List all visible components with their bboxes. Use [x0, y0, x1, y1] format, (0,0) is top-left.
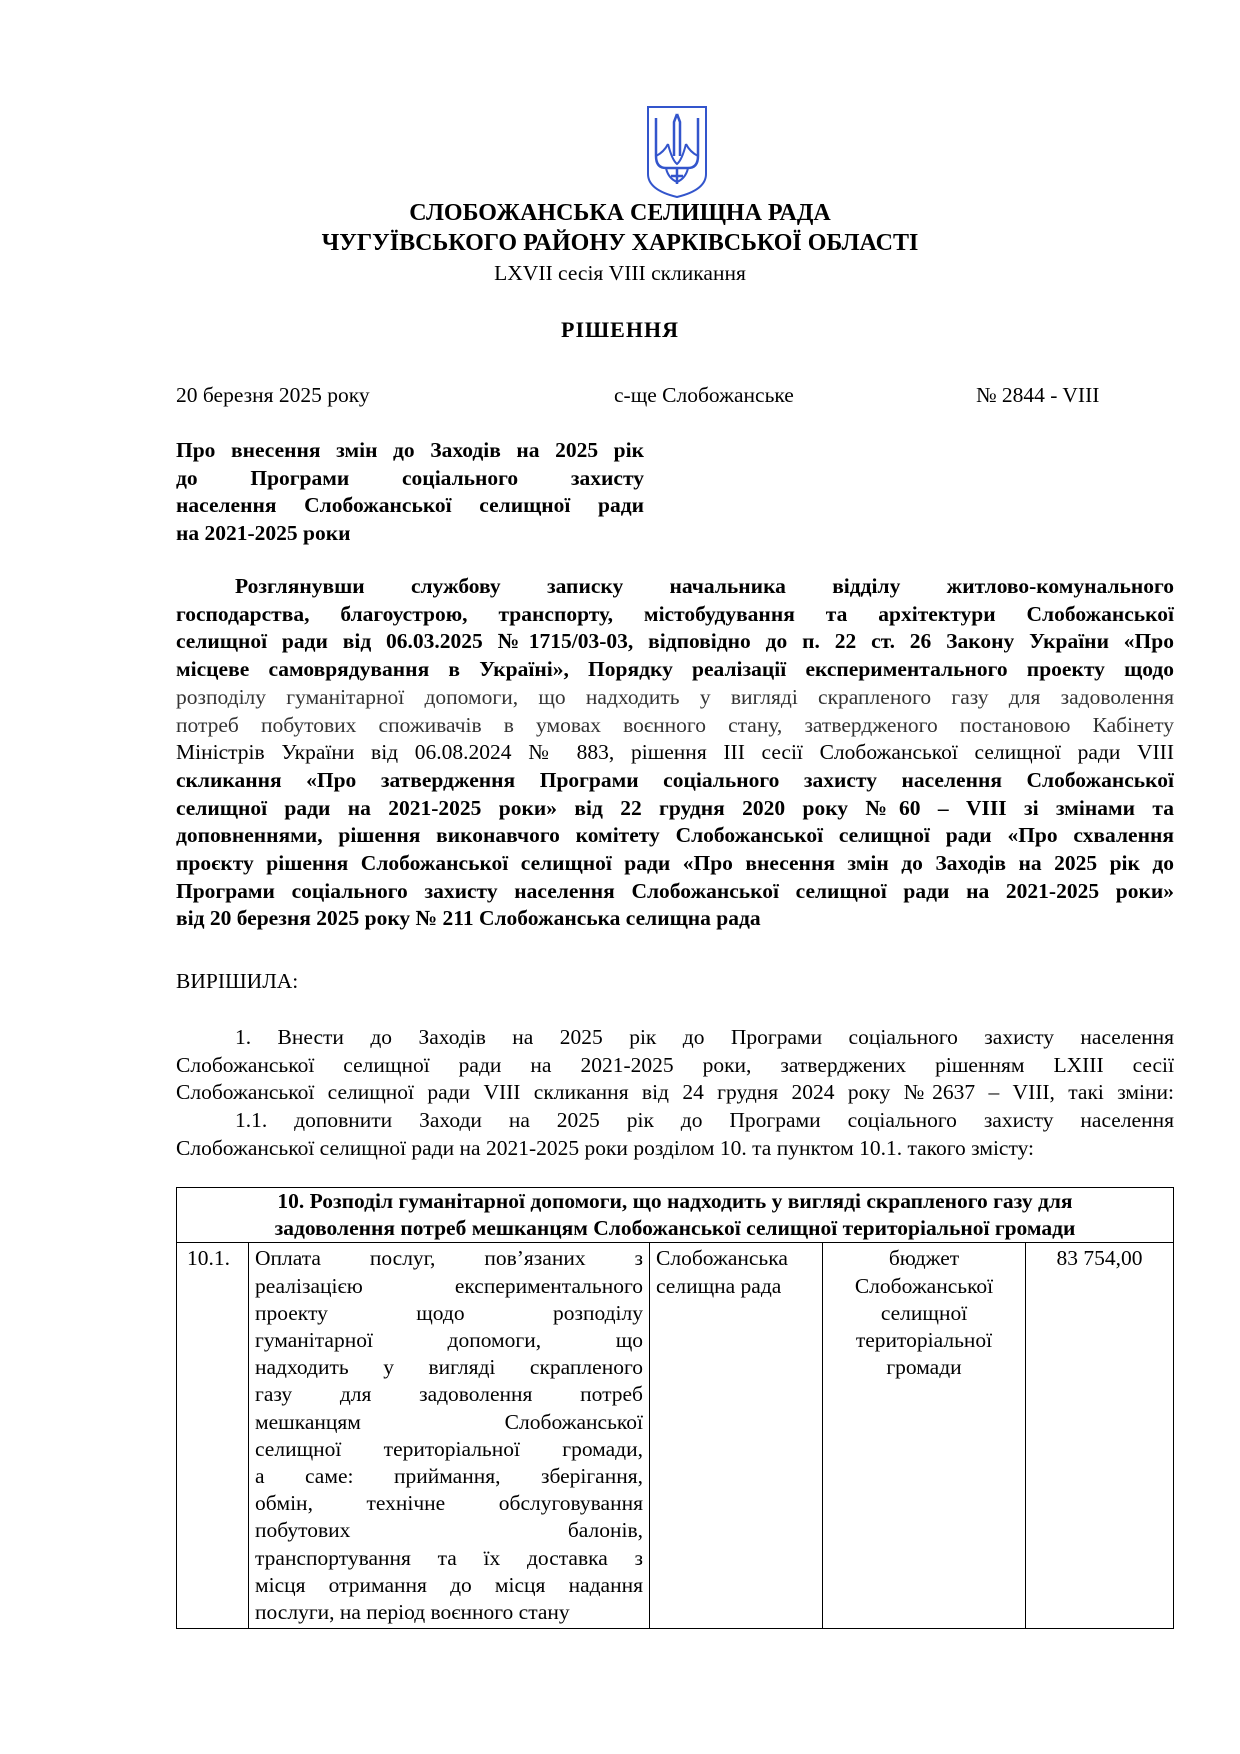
description-line: послуги, на період воєнного стану [255, 1600, 570, 1625]
subject-line: до Програми соціального захисту [176, 465, 644, 490]
preamble-line: місцеве самоврядування в Україні», Порядку реалізації експериментального проекту щодо [176, 657, 1174, 682]
subject-line: на 2021-2025 роки [176, 521, 351, 546]
preamble-line: скликання «Про затвердження Програми соціального захисту населення Слобожанської [176, 767, 1174, 792]
preamble-line: Розглянувши службову записку начальника відділу житлово-комунального [235, 574, 1174, 598]
description-line: місця отримання до місця надання [255, 1572, 643, 1597]
preamble-line: потреб побутових споживачів в умовах воєнного стану, затвердженого постановою Кабінету [176, 712, 1174, 737]
preamble-line: селищної ради на 2021-2025 роки» від 22 грудня 2020 року №60 – VIII зі змінами та [176, 795, 1174, 820]
item-line: 1. Внести до Заходів на 2025 рік до Програми соціального захисту населення [235, 1025, 1174, 1049]
description-line: газу для задоволення потреб [255, 1382, 643, 1407]
table-row [177, 1243, 1174, 1629]
section-title-line: задоволення потреб мешканцям Слобожанської селищної територіальної громади [274, 1216, 1076, 1241]
resolved-label: ВИРІШИЛА: [176, 969, 299, 993]
decision-number: № 2844 - VIII [976, 383, 1100, 407]
row-amount: 83 754,00 [1026, 1243, 1174, 1629]
decision-place: с-ще Слобожанське [614, 383, 794, 407]
preamble-line: Програми соціального захисту населення Слобожанської селищної ради на 2021-2025 роки» [176, 878, 1174, 903]
decision-subject [176, 437, 644, 548]
district-name: ЧУГУЇВСЬКОГО РАЙОНУ ХАРКІВСЬКОЇ ОБЛАСТІ [321, 230, 919, 256]
description-line: мешканцям Слобожанської [255, 1409, 643, 1434]
description-line: а саме: приймання, зберігання, [255, 1464, 643, 1489]
document-type: РІШЕННЯ [561, 317, 679, 342]
preamble-line: розподілу гуманітарної допомоги, що надходить у вигляді скрапленого газу для задоволення [176, 684, 1174, 709]
session-label: LXVII сесія VIII скликання [494, 261, 746, 285]
row-funding-source: бюджет Слобожанської селищної територіальної громади [823, 1243, 1026, 1629]
item-line: Слобожанської селищної ради на 2021-2025 роки розділом 10. та пунктом 10.1. такого змісту: [176, 1135, 1035, 1160]
council-name: СЛОБОЖАНСЬКА СЕЛИЩНА РАДА [409, 200, 831, 226]
subject-line: населення Слобожанської селищної ради [176, 493, 644, 518]
description-line: проекту щодо розподілу [255, 1300, 643, 1325]
dateline [176, 383, 1136, 413]
preamble-line: проєкту рішення Слобожанської селищної ради «Про внесення змін до Заходів на 2025 рік до [176, 851, 1174, 876]
row-number: 10.1. [177, 1243, 249, 1629]
description-line: побутових балонів, [255, 1518, 643, 1543]
description-line: селищної територіальної громади, [255, 1436, 643, 1461]
subject-line: Про внесення змін до Заходів на 2025 рік [176, 438, 644, 462]
row-description [249, 1243, 650, 1629]
description-line: гуманітарної допомоги, що [255, 1328, 643, 1353]
item-line: 1.1. доповнити Заходи на 2025 рік до Програми соціального захисту населення [235, 1108, 1174, 1133]
table-section-header [177, 1188, 1174, 1243]
preamble-line: селищної ради від 06.03.2025 №1715/03-03, відповідно до п. 22 ст. 26 Закону України «Про [176, 629, 1174, 654]
item-line: Слобожанської селищної ради на 2021-2025 роки, затверджених рішенням LXIII сесії [176, 1052, 1174, 1077]
preamble-paragraph [176, 573, 1174, 933]
section-title-line: 10. Розподіл гуманітарної допомоги, що надходить у вигляді скрапленого газу для [277, 1189, 1073, 1213]
description-line: надходить у вигляді скрапленого [255, 1355, 643, 1380]
description-line: транспортування та їх доставка з [255, 1545, 643, 1570]
item-line: Слобожанської селищної ради VIII скликання від 24 грудня 2024 року №2637 – VIII, такі зміни: [176, 1080, 1174, 1105]
resolution-items [176, 1024, 1174, 1163]
preamble-line: від 20 березня 2025 року № 211 Слобожанська селищна рада [176, 906, 761, 931]
measures-table [176, 1187, 1174, 1629]
row-executor: Слобожанська селищна рада [650, 1243, 823, 1629]
preamble-line: Міністрів України від 06.08.2024 № 883, рішення ІІІ сесії Слобожанської селищної ради VIII [176, 740, 1174, 765]
description-line: реалізацією експериментального [255, 1273, 643, 1298]
description-line: обмін, технічне обслуговування [255, 1491, 643, 1516]
preamble-line: господарства, благоустрою, транспорту, містобудування та архітектури Слобожанської [176, 601, 1174, 626]
description-line: Оплата послуг, пов’язаних з [255, 1246, 643, 1271]
trident-emblem-icon [644, 104, 710, 200]
decision-date: 20 березня 2025 року [176, 383, 370, 407]
preamble-line: доповненнями, рішення виконавчого комітету Слобожанської селищної ради «Про схвалення [176, 823, 1174, 848]
